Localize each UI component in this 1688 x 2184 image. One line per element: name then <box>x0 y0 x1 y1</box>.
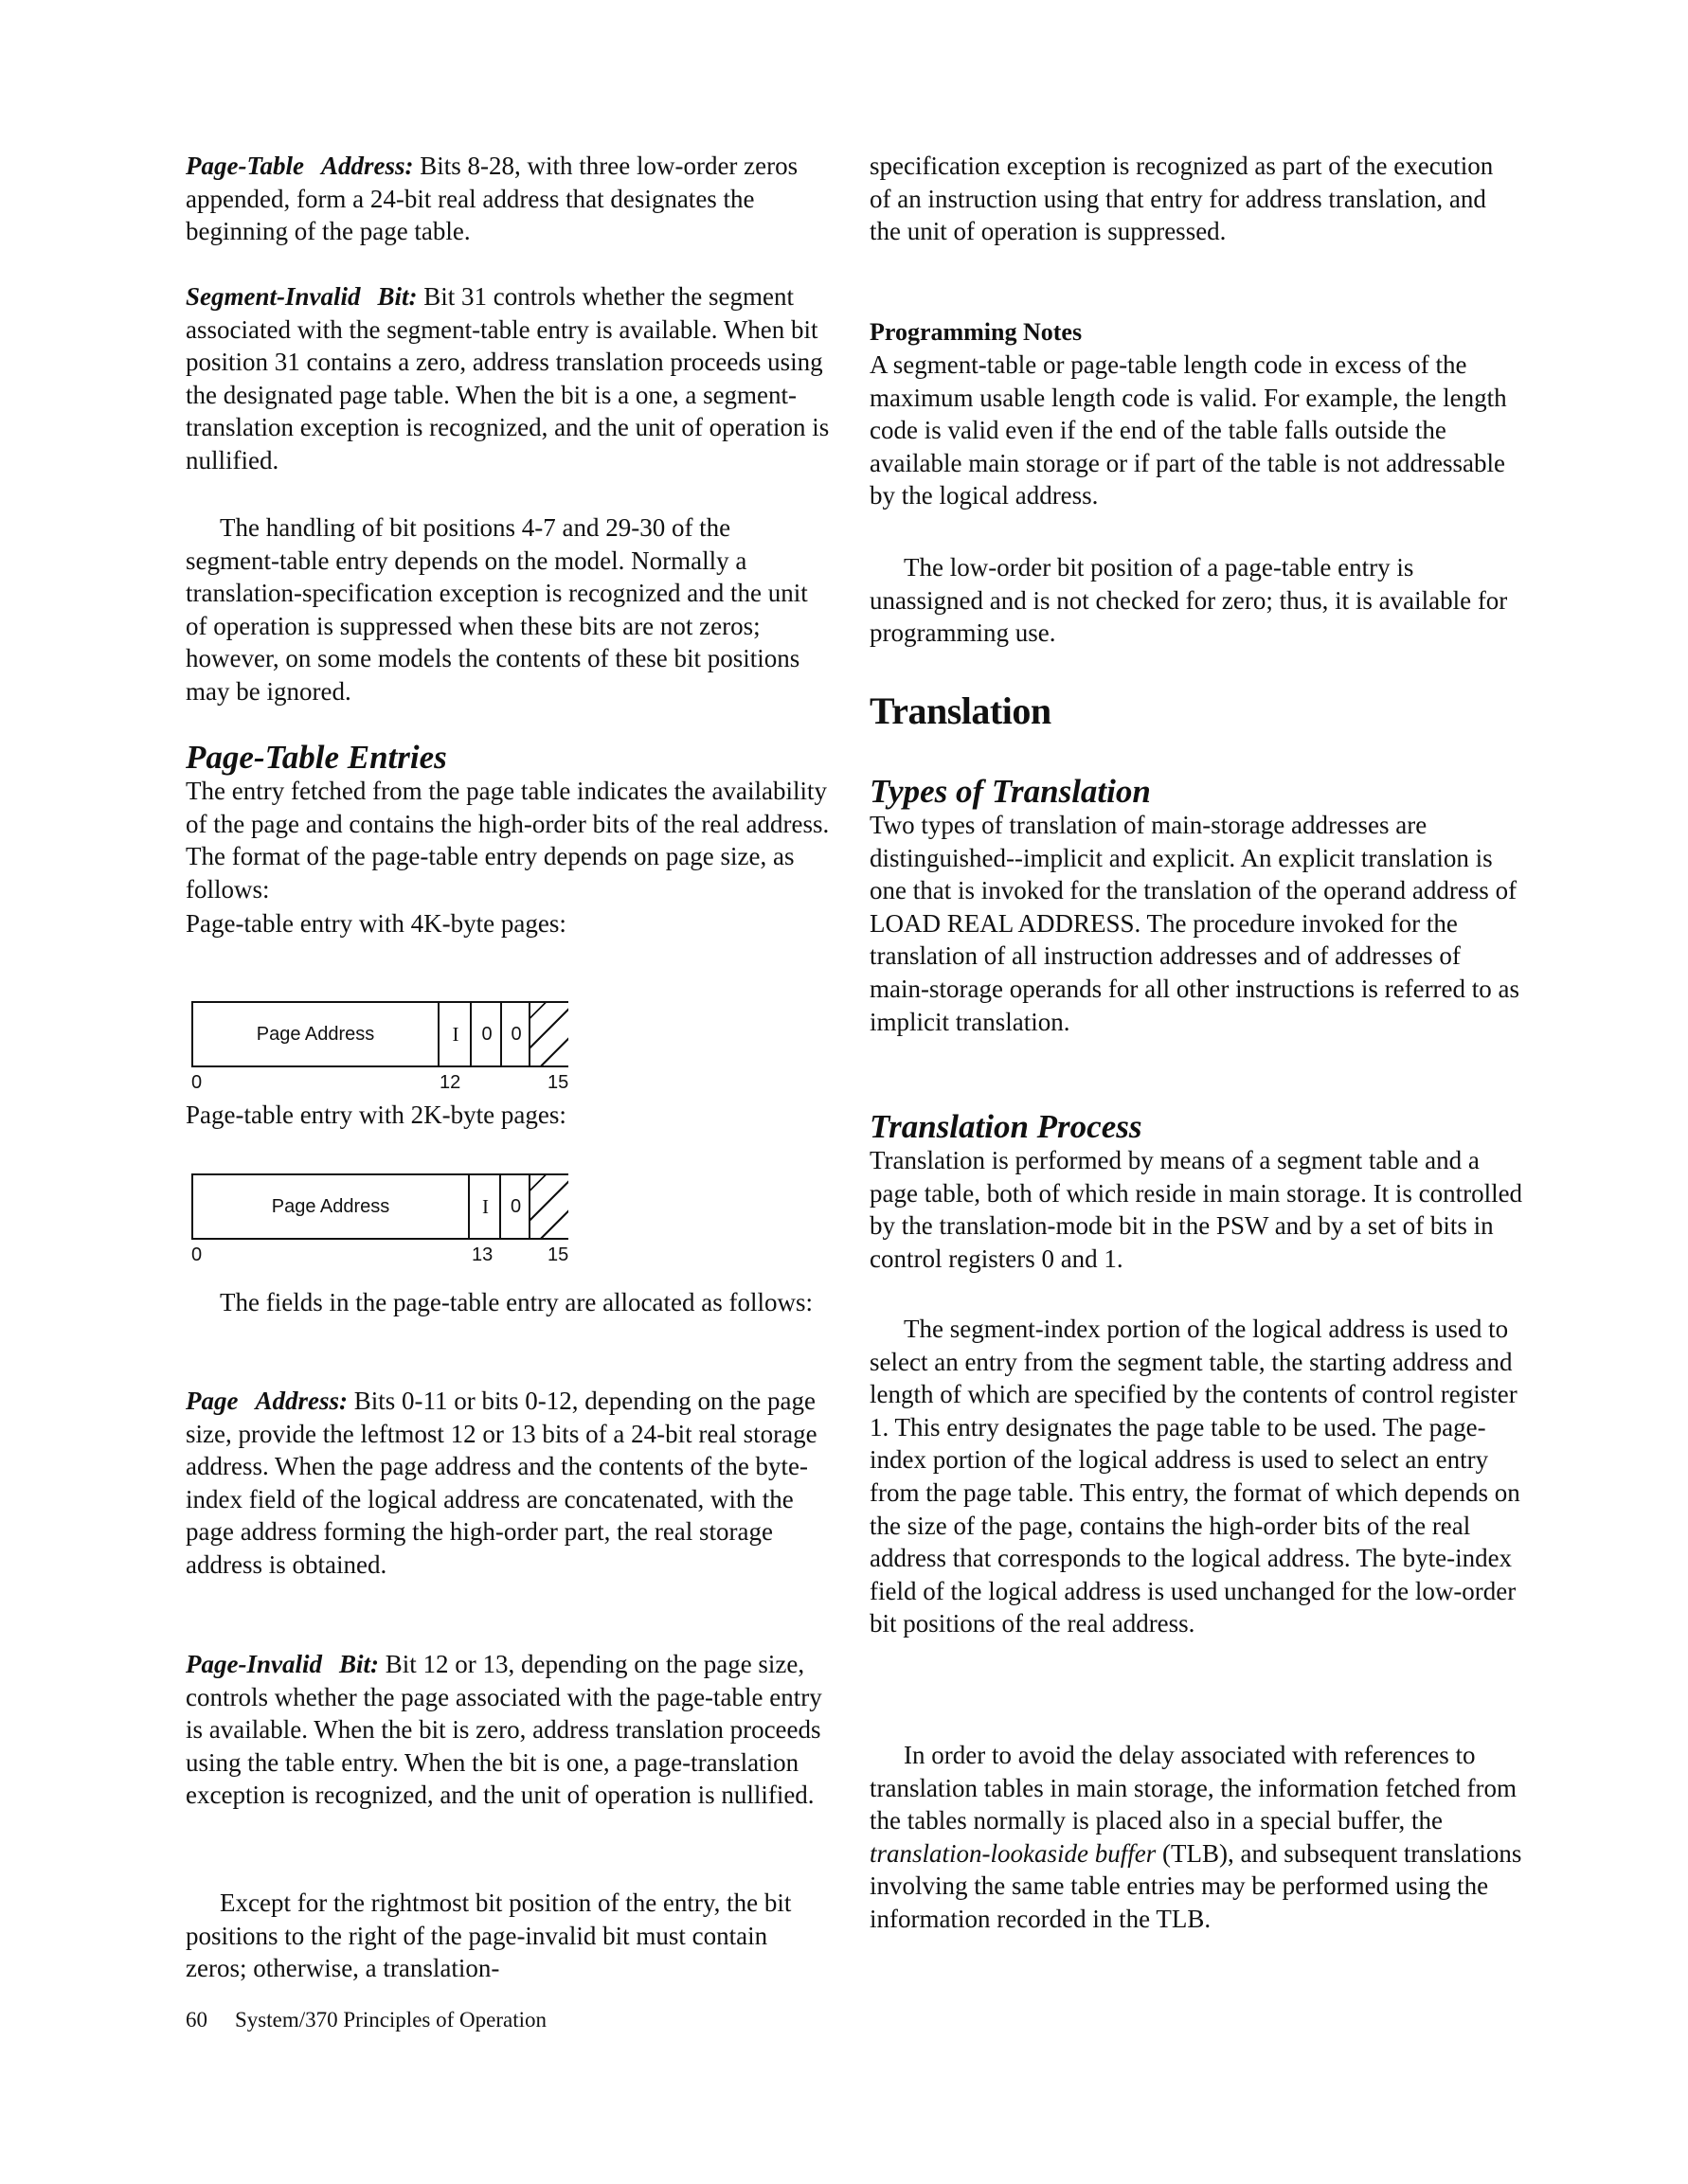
section-heading-translation-process: Translation Process <box>870 1108 1142 1145</box>
bit-handling-paragraph: The handling of bit positions 4-7 and 29-30 of the segment-table entry depends on the model. Normally a translation-specification exception is recognized and the unit of operation is suppressed when these bits are not zeros; however, on some models the contents of these bit positions may be ignored. <box>186 513 808 706</box>
zero-bit-field: 0 <box>470 1003 502 1065</box>
page-address-paragraph <box>186 1385 830 1582</box>
invalid-bit-field: I <box>438 1003 472 1065</box>
bit-position-tick: 12 <box>440 1072 461 1093</box>
section-heading-page-table-entries: Page-Table Entries <box>186 739 447 776</box>
page-table-entry-4k-diagram <box>191 976 589 1093</box>
except-rightmost-paragraph: Except for the rightmost bit position of the entry, the bit positions to the right of the page-invalid bit must contain zeros; otherwise, a translation- <box>186 1889 792 1983</box>
run-in-heading: Page-Invalid Bit: <box>186 1650 379 1678</box>
bit-position-tick: 15 <box>548 1072 569 1093</box>
caption-2k-pages: Page-table entry with 2K-byte pages: <box>186 1101 566 1129</box>
unassigned-bit-hatched <box>529 1003 568 1065</box>
bit-position-tick: 0 <box>191 1072 203 1093</box>
segment-invalid-bit-paragraph <box>186 280 830 477</box>
fields-intro-paragraph: The fields in the page-table entry are allocated as follows: <box>220 1288 813 1316</box>
bit-position-tick: 0 <box>191 1244 203 1265</box>
paragraph-text: Bit 12 or 13, depending on the page size, controls whether the page associated with the page-table entry is available. When the bit is zero, address translation proceeds using the table entry. When the bit is one, a page-translation exception is recognized, and the unit of operation is nullified. <box>186 1650 822 1810</box>
run-in-heading: Page-Table Address: <box>186 152 414 180</box>
continuation-paragraph: specification exception is recognized as part of the execution of an instruction using that entry for address translation, and the unit of operation is suppressed. <box>870 152 1494 246</box>
paragraph-text: Bits 0-11 or bits 0-12, depending on the page size, provide the leftmost 12 or 13 bits of a 24-bit real storage address. When the page address and the contents of the byte-index field of the logical address are concatenated, with the page address forming the high-order part, the real storage address is obtained. <box>186 1387 817 1579</box>
chapter-heading-translation: Translation <box>870 689 1051 732</box>
page-address-field: Page Address <box>256 1023 375 1045</box>
document-title: System/370 Principles of Operation <box>235 2008 547 2032</box>
bit-position-tick: 13 <box>472 1244 494 1265</box>
run-in-heading: Page Address: <box>186 1387 348 1415</box>
unassigned-bit-hatched <box>529 1175 568 1238</box>
page-table-entry-2k-diagram <box>191 1148 589 1265</box>
invalid-bit-field: I <box>468 1175 501 1238</box>
bit-position-tick: 15 <box>548 1244 569 1265</box>
programming-note-1: A segment-table or page-table length code in excess of the maximum usable length code is valid. For example, the length code is valid even if the end of the table falls outside the available main storage or if part of the table is not addressable by the logical address. <box>870 350 1507 510</box>
page-number: 60 <box>186 2008 207 2032</box>
translation-process-paragraph-2: The segment-index portion of the logical address is used to select an entry from the segment table, the starting address and length of which are specified by the contents of control register 1. This entry designates the page table to be used. The page-index portion of the logical address is used to select an entry from the page table. This entry, the format of which depends on the size of the page, contains the high-order bits of the real address that corresponds to the logical address. The byte-index field of the logical address is used unchanged for the low-order bit positions of the real address. <box>870 1315 1520 1638</box>
entry-format-box <box>191 1001 568 1067</box>
translation-process-paragraph-3: In order to avoid the delay associated with references to translation tables in main storage, the information fetched from the tables normally is placed also in a special buffer, the translation-lookaside buffer (TLB), and subsequent translations involving the same table entries may be performed using the information recorded in the TLB. <box>870 1741 1522 1933</box>
programming-note-2: The low-order bit position of a page-table entry is unassigned and is not checked for zero; thus, it is available for programming use. <box>870 553 1508 648</box>
tlb-term: translation-lookaside buffer <box>870 1838 1157 1868</box>
section-heading-types-of-translation: Types of Translation <box>870 773 1151 810</box>
types-of-translation-paragraph: Two types of translation of main-storage addresses are distinguished--implicit and explicit. An explicit translation is one that is invoked for the translation of the operand address of LOAD REAL ADDRESS. The procedure invoked for the translation of all instruction addresses and of addresses of main-storage operands for all other instructions is referred to as implicit translation. <box>870 811 1520 1036</box>
paragraph-text: Bit 31 controls whether the segment associated with the segment-table entry is available. When bit position 31 contains a zero, address translation proceeds using the designated page table. When the bit is a one, a segment-translation exception is recognized, and the unit of operation is nullified. <box>186 282 830 474</box>
zero-bit-field: 0 <box>499 1175 530 1238</box>
page-invalid-bit-paragraph <box>186 1648 830 1812</box>
programming-notes-heading: Programming Notes <box>870 318 1083 346</box>
run-in-heading: Segment-Invalid Bit: <box>186 282 418 311</box>
entry-format-box <box>191 1173 568 1240</box>
page-table-address-paragraph <box>186 150 830 248</box>
translation-process-paragraph-1: Translation is performed by means of a segment table and a page table, both of which reside in main storage. It is controlled by the translation-mode bit in the PSW and by a set of bits in control registers 0 and 1. <box>870 1146 1523 1273</box>
caption-4k-pages: Page-table entry with 4K-byte pages: <box>186 909 566 938</box>
page-address-field: Page Address <box>271 1195 390 1217</box>
paragraph-text: Bits 8-28, with three low-order zeros appended, form a 24-bit real address that designates the beginning of the page table. <box>186 152 799 246</box>
page-footer <box>186 2008 547 2032</box>
zero-bit-field: 0 <box>500 1003 530 1065</box>
page-table-entries-intro: The entry fetched from the page table indicates the availability of the page and contains the high-order bits of the real address. The format of the page-table entry depends on page size, as follows: <box>186 777 830 904</box>
